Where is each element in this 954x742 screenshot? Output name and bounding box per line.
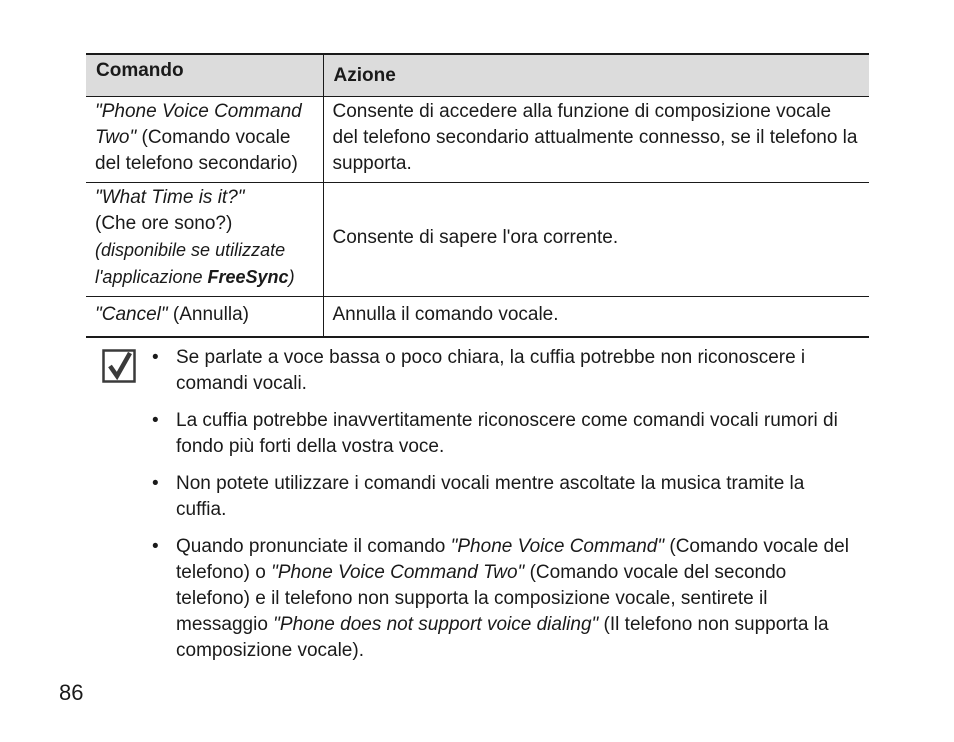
note-text-part: (Comando vocale del telefono) o (176, 536, 849, 583)
command-phrase-cont: Two" (95, 127, 137, 148)
quoted-command: "Phone Voice Command" (450, 536, 665, 557)
note-text (176, 536, 849, 661)
note-text: Non potete utilizzare i comandi vocali mentre ascoltate la musica tramite la cuffia. (176, 473, 805, 520)
command-cell (86, 297, 323, 338)
header-command: Comando (86, 54, 323, 97)
command-translation: (Che ore sono?) (95, 213, 233, 234)
command-phrase: "Phone Voice Command (95, 101, 302, 122)
command-translation: (Comando vocale (136, 127, 291, 148)
table-row (86, 97, 869, 183)
voice-command-table (86, 53, 869, 338)
action-cell: Consente di accedere alla funzione di composizione vocale del telefono secondario attualmente connesso, se il telefono la supporta. (323, 97, 869, 183)
notes-list (152, 345, 852, 675)
header-action: Azione (323, 54, 869, 97)
list-item (152, 408, 852, 460)
quoted-command: "Phone Voice Command Two" (271, 562, 525, 583)
table-row (86, 183, 869, 297)
command-translation: (Annulla) (167, 304, 249, 325)
list-item (152, 534, 852, 664)
list-item (152, 471, 852, 523)
quoted-message: "Phone does not support voice dialing" (273, 614, 599, 635)
table-header-row (86, 54, 869, 97)
note-text: Se parlate a voce bassa o poco chiara, la cuffia potrebbe non riconoscere i comandi vocali. (176, 347, 806, 394)
bullet: • (152, 536, 159, 557)
note-text-part: (Comando vocale del secondo telefono) e il telefono non supporta la composizione vocale, sentirete il messaggio (176, 562, 787, 635)
command-translation-cont: del telefono secondario) (95, 153, 298, 174)
list-item (152, 345, 852, 397)
action-cell: Annulla il comando vocale. (323, 297, 869, 338)
bullet: • (152, 347, 159, 368)
bullet: • (152, 473, 159, 494)
action-cell: Consente di sapere l'ora corrente. (323, 183, 869, 297)
command-cell (86, 183, 323, 297)
bullet: • (152, 410, 159, 431)
command-note: (disponibile se utilizzate (95, 240, 286, 260)
command-note-end: ) (288, 267, 295, 287)
checkbox-note-icon (102, 349, 136, 383)
table-row (86, 297, 869, 338)
command-phrase: "Cancel" (95, 304, 168, 325)
command-cell (86, 97, 323, 183)
note-text-part: (Il telefono non supporta la composizione vocale). (176, 614, 829, 661)
note-text: La cuffia potrebbe inavvertitamente riconoscere come comandi vocali rumori di fondo più forti della vostra voce. (176, 410, 838, 457)
app-name: FreeSync (207, 267, 289, 287)
note-text-part: Quando pronunciate il comando (176, 536, 451, 557)
command-phrase: "What Time is it?" (95, 187, 245, 208)
page-number: 86 (59, 680, 84, 705)
command-note-cont: l'applicazione (95, 267, 208, 287)
